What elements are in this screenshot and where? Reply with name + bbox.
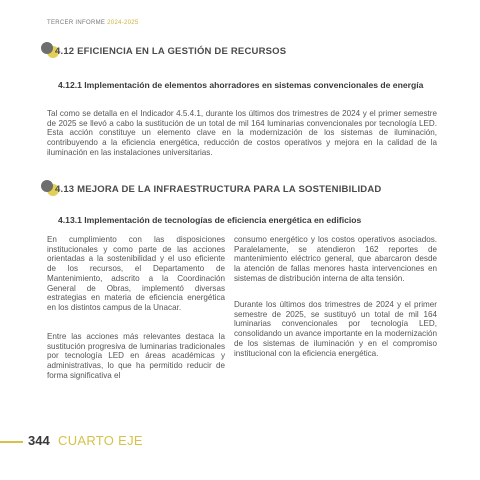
running-header — [47, 20, 139, 26]
column2-paragraph1: consumo energético y los costos operativos asociados. Paralelamente, se atendieron 162 reportes de mantenimiento eléctrico general, que abarcaron desde la atención de fallas menores hasta intervenciones en sistemas de distribución interna de alta tensión. — [234, 235, 437, 283]
column2-paragraph2: Durante los últimos dos trimestres de 2024 y el primer semestre de 2025, se sustituyó un total de mil 164 luminarias convencionales por tecnología LED, consolidando un avance importante en la modernización de los sistemas de iluminación y en el compromiso institucional con la eficiencia energética. — [234, 300, 437, 358]
section-4-12-paragraph: Tal como se detalla en el Indicador 4.5.4.1, durante los últimos dos trimestres de 2024 y el primer semestre de 2025 se llevó a cabo la sustitución de un total de mil 164 luminarias convencionales por tecnología LED. Esta acción constituye un elemento clave en la modernización de los sistemas de iluminación, contribuyendo a la eficiencia energética, reducción de costos operativos y mejora en la calidad de la iluminación en las instalaciones universitarias. — [47, 109, 437, 157]
column1-paragraph1: En cumplimiento con las disposiciones institucionales y como parte de las acciones orientadas a la sostenibilidad y el uso eficiente de los recursos, el Departamento de Mantenimiento, adscrito a la Coordinación General de Obras, implementó diversas estrategias en materia de eficiencia energética en los distintos campus de la Unacar. — [47, 235, 225, 312]
section-4-13-heading — [47, 184, 437, 200]
subsection-4-13-1-title: 4.13.1 Implementación de tecnologías de eficiencia energética en edificios — [58, 215, 362, 225]
column1-paragraph2: Entre las acciones más relevantes destaca la sustitución progresiva de luminarias tradicionales por tecnología LED en áreas académicas y administrativas, lo que ha permitido reducir de forma significativa el — [47, 332, 225, 380]
subsection-4-12-1-title: 4.12.1 Implementación de elementos ahorradores en sistemas convencionales de energía — [58, 80, 424, 90]
header-years: 2024-2025 — [107, 20, 139, 26]
section-4-13-title: 4.13 MEJORA DE LA INFRAESTRUCTURA PARA LA SOSTENIBILIDAD — [55, 184, 382, 195]
footer-rule — [0, 441, 23, 443]
page-number: 344 — [28, 433, 50, 448]
section-4-12-title: 4.12 EFICIENCIA EN LA GESTIÓN DE RECURSOS — [55, 46, 287, 57]
gray-dot-icon — [41, 180, 53, 192]
axis-label: CUARTO EJE — [58, 433, 143, 448]
gray-dot-icon — [41, 42, 53, 54]
section-4-12-heading — [47, 46, 437, 62]
page-footer — [0, 431, 200, 453]
header-label: TERCER INFORME — [47, 20, 106, 26]
